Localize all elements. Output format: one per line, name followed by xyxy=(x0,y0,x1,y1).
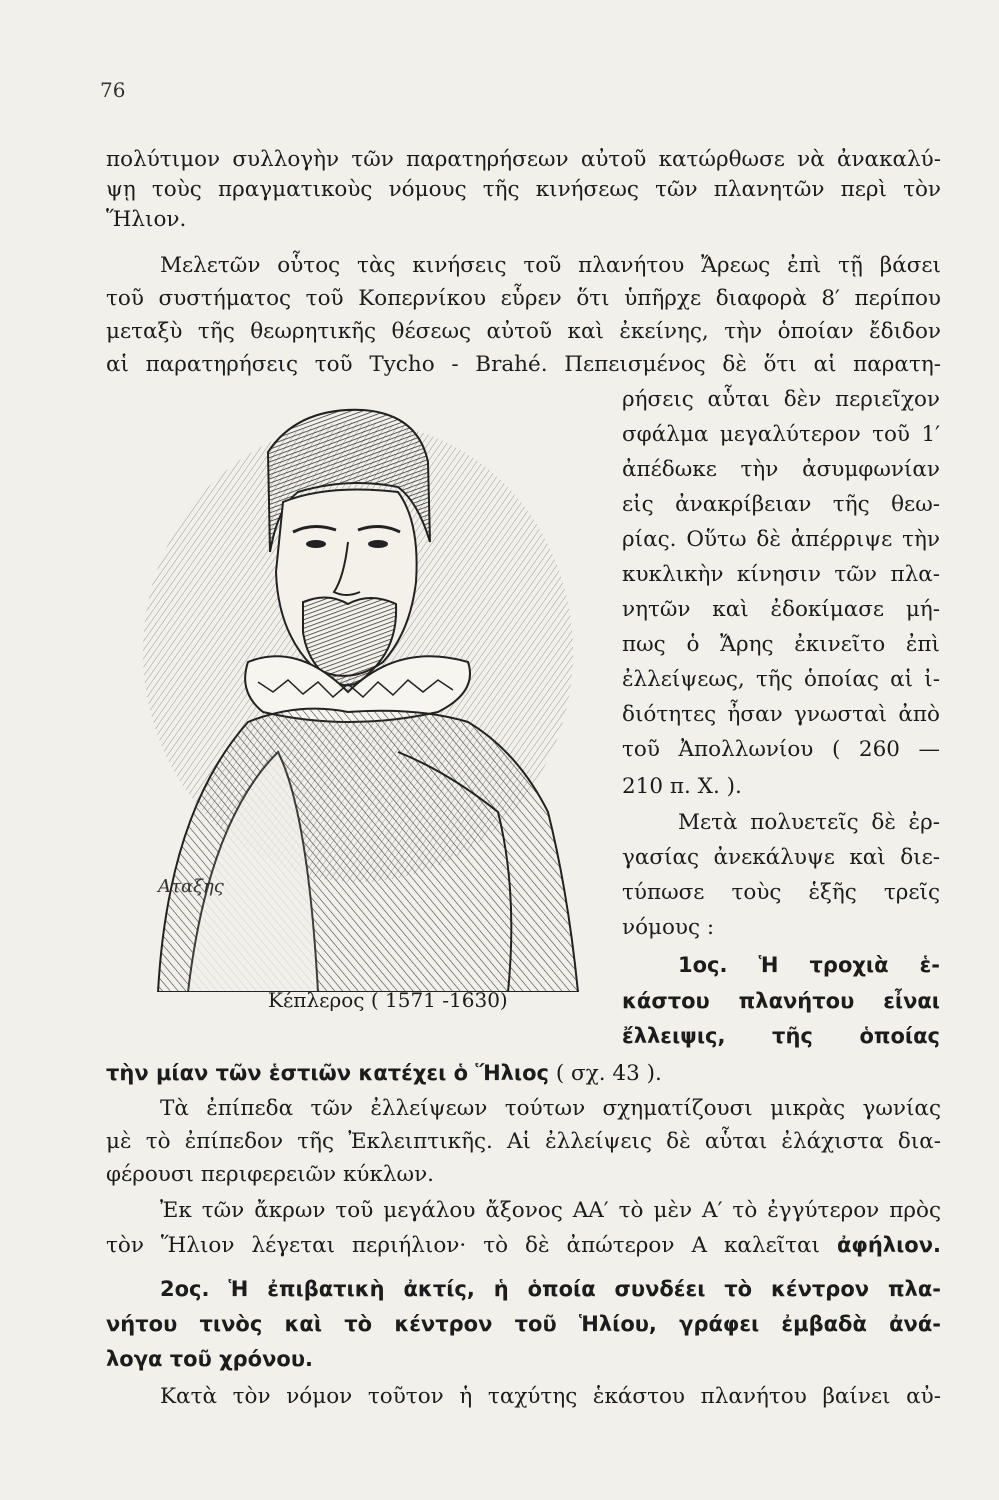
page-number: 76 xyxy=(100,78,126,102)
law-heading: 2ος. Ἡ ἐπιβατικὴ ἀκτίς, ἡ ὁποία συνδέει τὸ κέντρον πλα- xyxy=(160,1277,941,1301)
text-fragment: τὸν Ἥλιον λέγεται περιήλιον· τὸ δὲ ἀπώτερον Α καλεῖται xyxy=(106,1233,837,1258)
figure-caption: Κέπλερος ( 1571 -1630) xyxy=(268,988,508,1012)
text-line: πολύτιμον συλλογὴν τῶν παρατηρήσεων αὐτοῦ κατώρθωσε νὰ ἀνακαλύ- xyxy=(106,147,941,172)
text-line: ρήσεις αὗται δὲν περιεῖχον xyxy=(622,387,940,412)
text-line: Κατὰ τὸν νόμον τοῦτον ἡ ταχύτης ἑκάστου πλανήτου βαίνει αὐ- xyxy=(160,1384,941,1409)
law-text: κάστου πλανήτου εἶναι xyxy=(622,989,940,1013)
text-line: διότητες ἦσαν γνωσταὶ ἀπὸ xyxy=(622,702,940,727)
text-line: Ἥλιον. xyxy=(106,207,187,232)
text-line: μεταξὺ τῆς θεωρητικῆς θέσεως αὐτοῦ καὶ ἐκείνης, τὴν ὁποίαν ἔδιδον xyxy=(106,319,941,344)
text-line: Τὰ ἐπίπεδα τῶν ἐλλείψεων τούτων σχηματίζουσι μικρὰς γωνίας xyxy=(160,1096,941,1121)
artist-signature: Αταξης xyxy=(158,876,224,897)
text-line: τύπωσε τοὺς ἑξῆς τρεῖς xyxy=(622,880,940,905)
text-line: φέρουσι περιφερειῶν κύκλων. xyxy=(106,1162,434,1187)
law-text: ἔλλειψις, τῆς ὁποίας xyxy=(622,1024,940,1048)
figure-reference: ( σχ. 43 ). xyxy=(549,1061,662,1086)
text-line: Ἐκ τῶν ἄκρων τοῦ μεγάλου ἄξονος ΑΑ′ τὸ μὲν Α′ τὸ ἐγγύτερον πρὸς xyxy=(160,1198,941,1223)
law-heading: 1ος. Ἡ τροχιὰ ἑ- xyxy=(678,953,940,977)
text-line: γασίας ἀνεκάλυψε καὶ διε- xyxy=(622,845,940,870)
text-line: νητῶν καὶ ἐδοκίμασε μή- xyxy=(622,597,940,622)
text-line: εἰς ἀνακρίβειαν τῆς θεω- xyxy=(622,492,940,517)
text-line: Μετὰ πολυετεῖς δὲ ἐρ- xyxy=(678,810,940,835)
text-line xyxy=(106,1058,941,1089)
text-line: σφάλμα μεγαλύτερον τοῦ 1′ xyxy=(622,422,940,447)
text-line: ἀπέδωκε τὴν ἀσυμφωνίαν xyxy=(622,457,940,482)
text-line: πως ὁ Ἄρης ἐκινεῖτο ἐπὶ xyxy=(622,632,940,657)
text-line: ψῃ τοὺς πραγματικοὺς νόμους τῆς κινήσεως τῶν πλανητῶν περὶ τὸν xyxy=(106,177,941,202)
law-text: λογα τοῦ χρόνου. xyxy=(106,1347,313,1371)
text-line: ἐλλείψεως, τῆς ὁποίας αἱ ἰ- xyxy=(622,667,940,692)
law-text: τὴν μίαν τῶν ἑστιῶν κατέχει ὁ Ἥλιος xyxy=(106,1061,549,1085)
text-line: αἱ παρατηρήσεις τοῦ Tycho - Brahé. Πεπεισμένος δὲ ὅτι αἱ παρατη- xyxy=(106,352,941,377)
text-line: 210 π. Χ. ). xyxy=(622,774,742,799)
text-line: τοῦ Ἀπολλωνίου ( 260 — xyxy=(622,737,940,762)
text-line: μὲ τὸ ἐπίπεδον τῆς Ἐκλειπτικῆς. Αἱ ἐλλείψεις δὲ αὗται ἐλάχιστα δια- xyxy=(106,1129,941,1154)
text-line xyxy=(106,1230,941,1261)
text-line: τοῦ συστήματος τοῦ Κοπερνίκου εὗρεν ὅτι ὑπῆρχε διαφορὰ 8′ περίπου xyxy=(106,286,941,311)
kepler-portrait-illustration xyxy=(98,392,608,992)
law-text: νήτου τινὸς καὶ τὸ κέντρον τοῦ Ἡλίου, γράφει ἐμβαδὰ ἀνά- xyxy=(106,1312,941,1336)
text-line: Μελετῶν οὗτος τὰς κινήσεις τοῦ πλανήτου Ἄρεως ἐπὶ τῇ βάσει xyxy=(160,253,941,278)
text-line: ρίας. Οὕτω δὲ ἀπέρριψε τὴν xyxy=(622,527,940,552)
text-line: κυκλικὴν κίνησιν τῶν πλα- xyxy=(622,562,940,587)
aphelion-term: ἀφήλιον. xyxy=(837,1233,941,1257)
text-line: νόμους : xyxy=(622,915,715,940)
